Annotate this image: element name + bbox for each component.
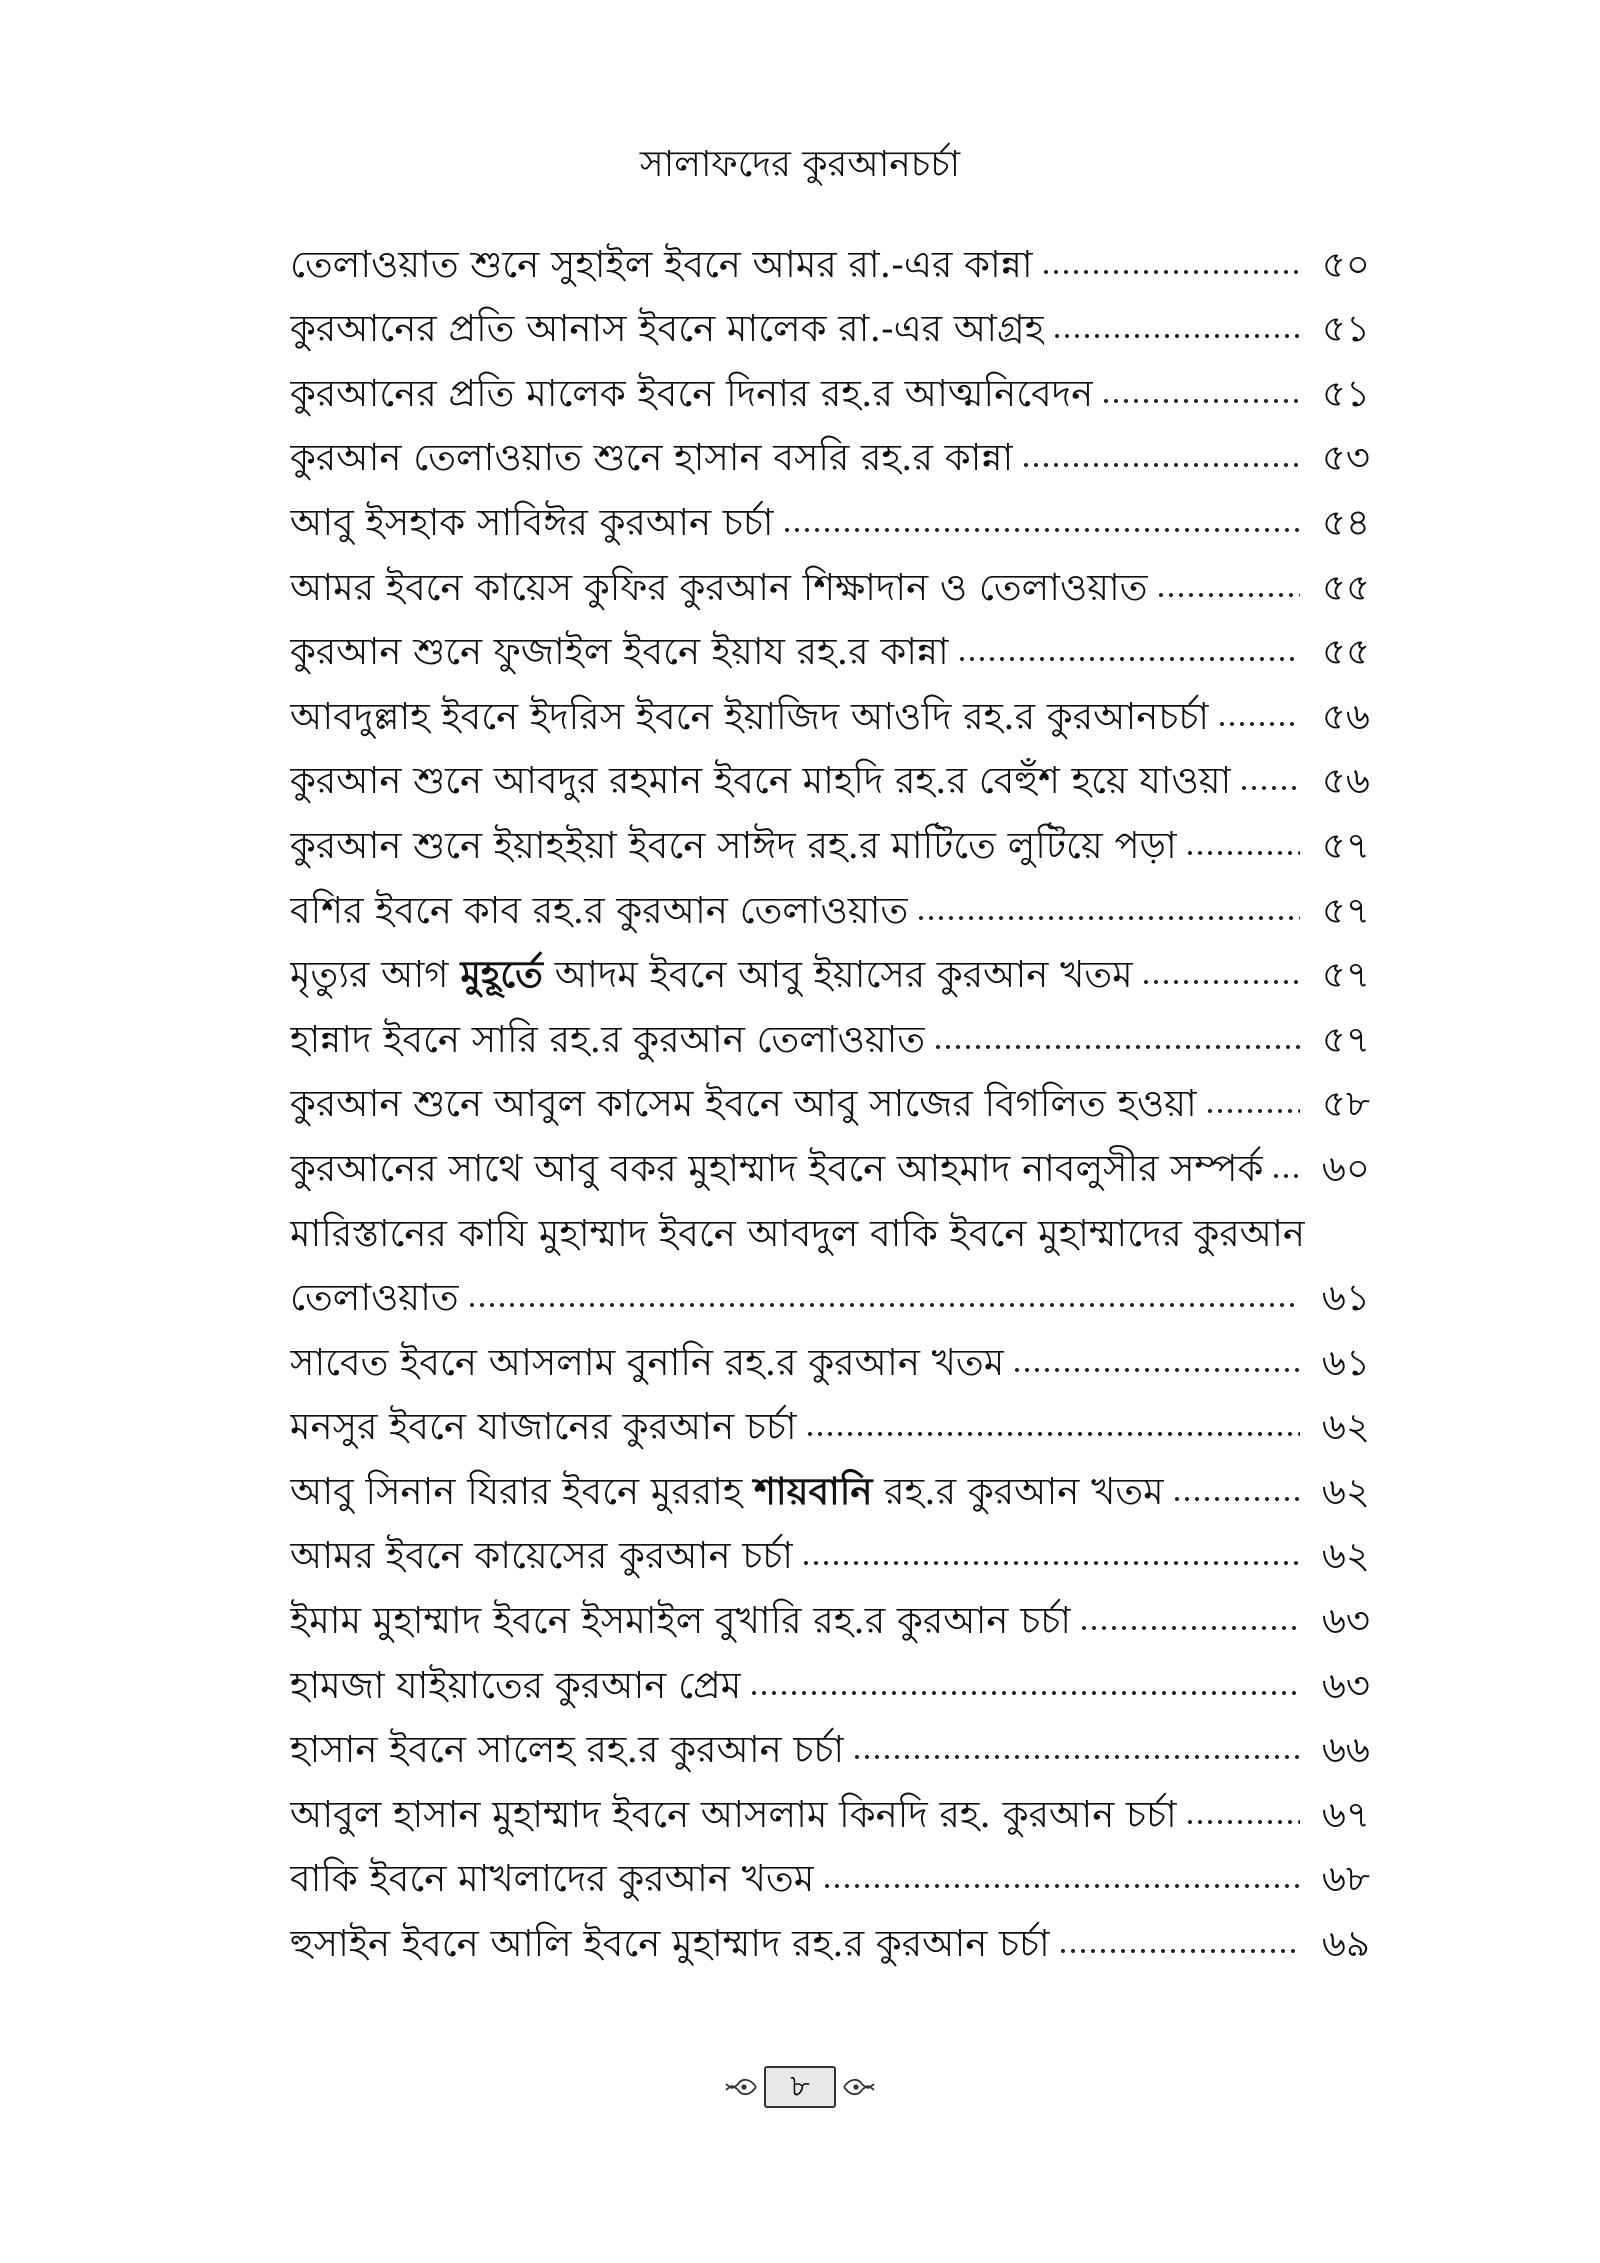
- dot-leader: [1185, 1816, 1300, 1828]
- toc-entry[interactable]: [290, 1388, 1370, 1453]
- table-of-contents: [290, 225, 1370, 1969]
- toc-entry[interactable]: [290, 1065, 1370, 1130]
- toc-entry-page: ৬২: [1321, 1469, 1370, 1513]
- toc-entry-title-part: আদম ইবনে আবু ইয়াসের কুরআন খতম: [542, 953, 1133, 997]
- toc-entry[interactable]: [290, 1904, 1370, 1969]
- toc-entry-title-bold: মুহূর্তে: [460, 952, 543, 997]
- toc-entry-title: হান্নাদ ইবনে সারি রহ.র কুরআন তেলাওয়াত: [290, 1017, 926, 1061]
- toc-entry-title: কুরআনের সাথে আবু বকর মুহাম্মাদ ইবনে আহমাদ নাবলুসীর সম্পর্ক: [290, 1146, 1264, 1190]
- toc-entry-title: মারিস্তানের কাযি মুহাম্মাদ ইবনে আবদুল বাকি ইবনে মুহাম্মাদের কুরআন: [290, 1211, 1306, 1255]
- toc-entry[interactable]: [290, 1646, 1370, 1711]
- toc-entry-page: ৬১: [1321, 1340, 1370, 1384]
- toc-entry-page: ৬৮: [1321, 1857, 1370, 1901]
- toc-entry-title-part: রহ.র কুরআন খতম: [872, 1469, 1164, 1513]
- toc-entry-page: ৫৬: [1321, 759, 1370, 803]
- toc-entry-title: আমর ইবনে কায়েস কুফির কুরআন শিক্ষাদান ও তেলাওয়াত: [290, 565, 1148, 609]
- toc-entry-page: ৫৭: [1321, 823, 1370, 867]
- toc-entry-title: কুরআন শুনে ফুজাইল ইবনে ইয়ায রহ.র কান্না: [290, 630, 949, 674]
- toc-entry[interactable]: [290, 354, 1370, 419]
- dot-leader: [1141, 976, 1300, 988]
- toc-entry-page: ৬০: [1321, 1146, 1370, 1190]
- toc-entry[interactable]: [290, 1452, 1370, 1517]
- toc-entry[interactable]: [290, 871, 1370, 936]
- toc-entry-page: ৬৬: [1321, 1728, 1370, 1772]
- toc-entry-page: ৬৩: [1321, 1663, 1370, 1707]
- toc-entry-page: ৬২: [1321, 1405, 1370, 1449]
- toc-entry-title: কুরআন শুনে আবুল কাসেম ইবনে আবু সাজের বিগলিত হওয়া: [290, 1082, 1197, 1126]
- toc-entry[interactable]: [290, 1000, 1370, 1065]
- toc-entry-title: কুরআনের প্রতি মালেক ইবনে দিনার রহ.র আত্মনিবেদন: [290, 371, 1094, 415]
- dot-leader: [1239, 782, 1300, 794]
- dot-leader: [1172, 1493, 1300, 1505]
- toc-entry-title-part: আবু সিনান যিরার ইবনে মুররাহ: [290, 1469, 755, 1513]
- toc-entry-page: ৫৮: [1321, 1082, 1370, 1126]
- dot-leader: [801, 1557, 1300, 1569]
- ornament-flourish-icon: [724, 2072, 758, 2102]
- dot-leader: [1052, 330, 1300, 342]
- dot-leader: [1012, 1364, 1300, 1376]
- toc-entry-page: ৫৫: [1321, 565, 1370, 609]
- toc-entry-title: ইমাম মুহাম্মাদ ইবনে ইসমাইল বুখারি রহ.র কুরআন চর্চা: [290, 1599, 1071, 1643]
- page-footer: [0, 2066, 1600, 2108]
- toc-entry-title: কুরআনের প্রতি আনাস ইবনে মালেক রা.-এর আগ্রহ: [290, 307, 1045, 351]
- dot-leader: [957, 653, 1300, 665]
- toc-entry-title: বাকি ইবনে মাখলাদের কুরআন খতম: [290, 1857, 815, 1901]
- page-number: ৮: [764, 2066, 836, 2108]
- toc-entry[interactable]: [290, 1323, 1370, 1388]
- running-header: সালাফদের কুরআনচর্চা: [639, 144, 961, 185]
- toc-entry[interactable]: [290, 290, 1370, 355]
- toc-entry[interactable]: [290, 677, 1370, 742]
- toc-entry-title: [290, 949, 1133, 1000]
- toc-entry[interactable]: [290, 1581, 1370, 1646]
- dot-leader: [1217, 718, 1300, 730]
- toc-entry-page: ৬৯: [1321, 1922, 1370, 1966]
- toc-entry[interactable]: [290, 419, 1370, 484]
- toc-entry[interactable]: [290, 483, 1370, 548]
- toc-entry[interactable]: [290, 806, 1370, 871]
- dot-leader: [1041, 266, 1300, 278]
- dot-leader: [749, 1687, 1300, 1699]
- dot-leader: [1205, 1105, 1300, 1117]
- toc-entry-page: ৫৭: [1321, 1017, 1370, 1061]
- toc-entry[interactable]: [290, 1775, 1370, 1840]
- dot-leader: [1021, 459, 1300, 471]
- toc-entry-title-bold: শায়বানি: [754, 1468, 873, 1513]
- toc-entry-title: আবদুল্লাহ ইবনে ইদরিস ইবনে ইয়াজিদ আওদি রহ.র কুরআনচর্চা: [290, 694, 1210, 738]
- toc-entry-title: আবু ইসহাক সাবিঈর কুরআন চর্চা: [290, 500, 774, 544]
- toc-entry[interactable]: [290, 1711, 1370, 1776]
- toc-entry-page: ৫৩: [1321, 436, 1370, 480]
- toc-entry-title: হাসান ইবনে সালেহ রহ.র কুরআন চর্চা: [290, 1728, 845, 1772]
- dot-leader: [1271, 1170, 1300, 1182]
- dot-leader: [852, 1751, 1300, 1763]
- toc-entry-page: ৫১: [1321, 371, 1370, 415]
- dot-leader: [805, 1428, 1300, 1440]
- toc-entry[interactable]: [290, 1517, 1370, 1582]
- dot-leader: [933, 1041, 1300, 1053]
- toc-entry-title-continued: তেলাওয়াত: [290, 1276, 459, 1320]
- toc-entry-title: হুসাইন ইবনে আলি ইবনে মুহাম্মাদ রহ.র কুরআন চর্চা: [290, 1922, 1050, 1966]
- toc-entry[interactable]: [290, 742, 1370, 807]
- toc-entry-page: ৫১: [1321, 307, 1370, 351]
- dot-leader: [1185, 847, 1300, 859]
- toc-entry-page: ৬১: [1321, 1276, 1370, 1320]
- toc-entry-title: আবুল হাসান মুহাম্মাদ ইবনে আসলাম কিনদি রহ. কুরআন চর্চা: [290, 1792, 1177, 1836]
- dot-leader: [1156, 589, 1300, 601]
- toc-entry-title-part: মৃত্যুর আগ: [290, 953, 461, 997]
- toc-entry-page: ৫৭: [1321, 888, 1370, 932]
- toc-entry[interactable]: [290, 548, 1370, 613]
- dot-leader: [916, 912, 1300, 924]
- toc-entry-page: ৫৫: [1321, 630, 1370, 674]
- toc-entry-title: [290, 1466, 1164, 1517]
- dot-leader: [467, 1299, 1300, 1311]
- toc-entry-page: ৫০: [1321, 242, 1370, 286]
- dot-leader: [782, 524, 1300, 536]
- toc-entry-page: ৫৬: [1321, 694, 1370, 738]
- toc-entry-title: আমর ইবনে কায়েসের কুরআন চর্চা: [290, 1534, 793, 1578]
- toc-entry[interactable]: [290, 225, 1370, 290]
- toc-entry-page: ৬২: [1321, 1534, 1370, 1578]
- toc-entry-title: হামজা যাইয়াতের কুরআন প্রেম: [290, 1663, 742, 1707]
- toc-entry-title: সাবেত ইবনে আসলাম বুনানি রহ.র কুরআন খতম: [290, 1340, 1005, 1384]
- toc-entry-first-line[interactable]: [290, 1194, 1370, 1259]
- toc-entry-page: ৫৭: [1321, 953, 1370, 997]
- toc-entry-title: কুরআন তেলাওয়াত শুনে হাসান বসরি রহ.র কান্না: [290, 436, 1014, 480]
- footer-ornament: [724, 2066, 876, 2108]
- toc-entry-page: ৫৪: [1321, 500, 1370, 544]
- toc-entry-page: ৬৩: [1321, 1599, 1370, 1643]
- dot-leader: [1079, 1622, 1300, 1634]
- toc-entry[interactable]: [290, 1129, 1370, 1194]
- toc-entry[interactable]: [290, 1259, 1370, 1324]
- toc-entry-title: মনসুর ইবনে যাজানের কুরআন চর্চা: [290, 1405, 797, 1449]
- toc-entry-title: তেলাওয়াত শুনে সুহাইল ইবনে আমর রা.-এর কান্না: [290, 242, 1033, 286]
- toc-entry-title: কুরআন শুনে আবদুর রহমান ইবনে মাহদি রহ.র বেহুঁশ হয়ে যাওয়া: [290, 759, 1232, 803]
- dot-leader: [822, 1880, 1300, 1892]
- ornament-flourish-icon: [842, 2072, 876, 2102]
- dot-leader: [1058, 1945, 1300, 1957]
- toc-entry-title: বশির ইবনে কাব রহ.র কুরআন তেলাওয়াত: [290, 888, 909, 932]
- toc-entry-page: ৬৭: [1321, 1792, 1370, 1836]
- toc-entry[interactable]: [290, 1840, 1370, 1905]
- toc-entry-title: কুরআন শুনে ইয়াহইয়া ইবনে সাঈদ রহ.র মাটিতে লুটিয়ে পড়া: [290, 823, 1177, 867]
- toc-entry[interactable]: [290, 613, 1370, 678]
- toc-entry[interactable]: [290, 936, 1370, 1001]
- dot-leader: [1101, 395, 1300, 407]
